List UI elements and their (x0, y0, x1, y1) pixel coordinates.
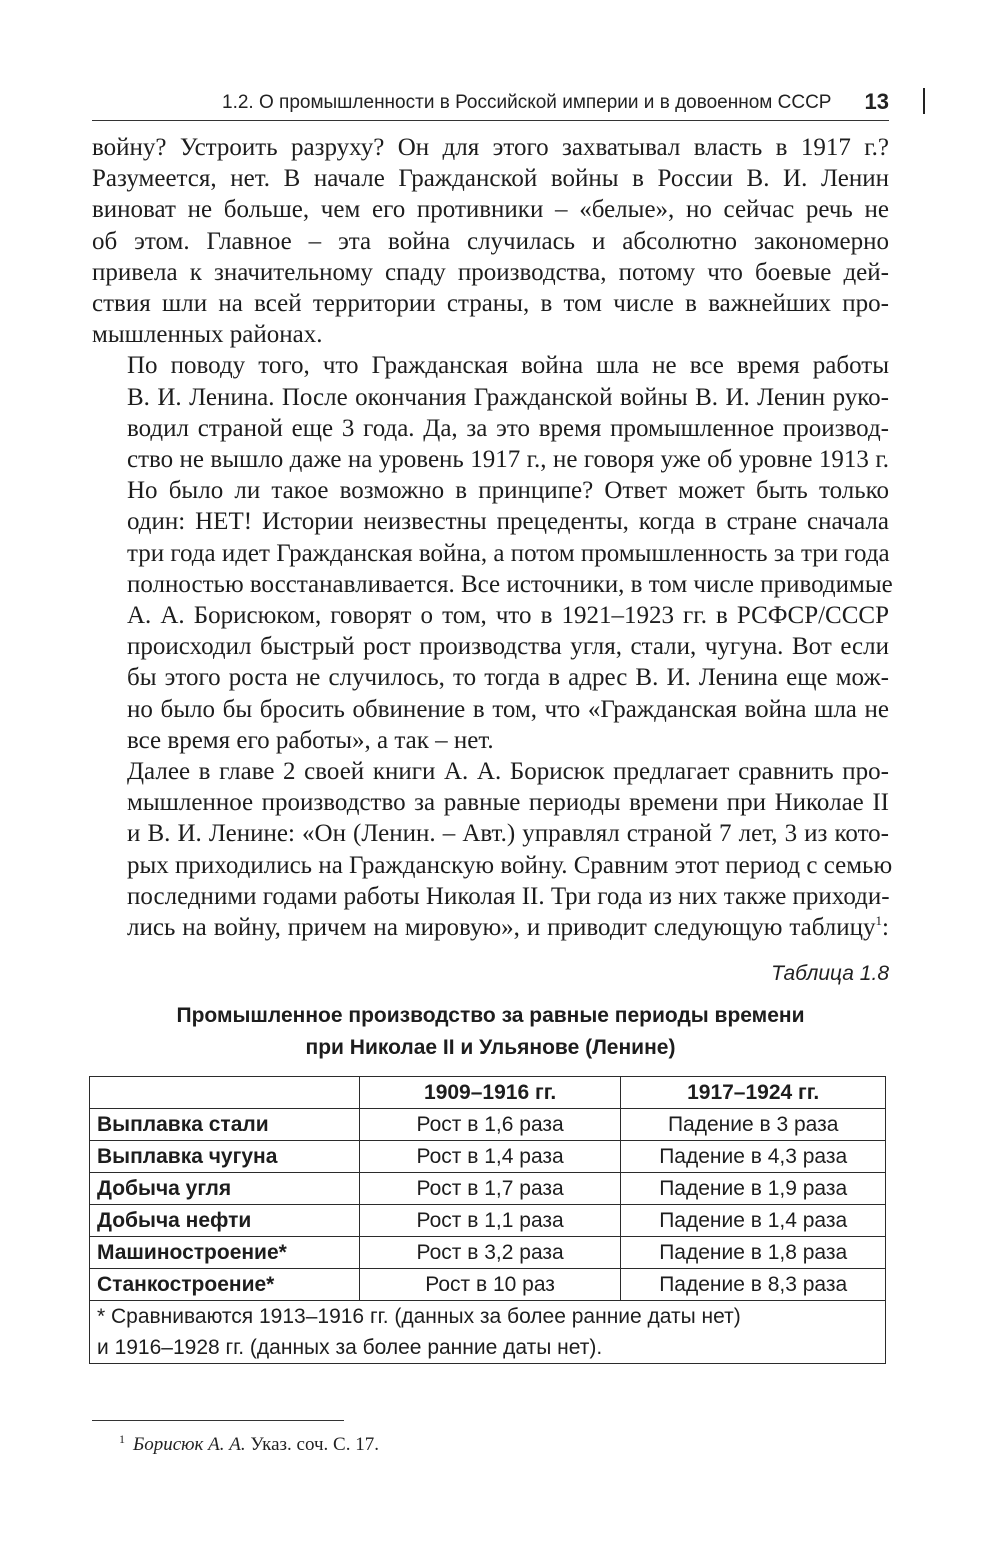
text-line: мышленных районах. (92, 321, 323, 349)
value-cell: Падение в 4,3 раза (621, 1141, 886, 1173)
page-number: 13 (864, 89, 889, 114)
text-line: виноват не больше, чем его противники – «белые», но сейчас речь не (92, 196, 889, 224)
table-header-row (90, 1077, 886, 1109)
table-row (90, 1173, 886, 1205)
value-cell: Рост в 1,7 раза (359, 1173, 621, 1205)
note-line: и 1916–1928 гг. (данных за более ранние даты нет). (97, 1336, 603, 1359)
production-table (89, 1076, 886, 1364)
table-row (90, 1269, 886, 1301)
text-line: один: НЕТ! Истории неизвестны прецеденты, когда в стране сначала (127, 508, 889, 536)
table-row (90, 1109, 886, 1141)
value-cell: Рост в 3,2 раза (359, 1237, 621, 1269)
paragraph-1 (92, 132, 889, 350)
table-row (90, 1205, 886, 1237)
header-rule (92, 120, 889, 121)
value-cell: Рост в 1,1 раза (359, 1205, 621, 1237)
value-cell: Падение в 8,3 раза (621, 1269, 886, 1301)
text-line: бы этого роста не случилось, то тогда в адрес В. И. Ленина еще мож- (127, 664, 889, 692)
text-line: водил страной еще 3 года. Да, за это время промышленное производ- (127, 414, 889, 442)
table-note-row (90, 1301, 886, 1364)
text-line: происходил быстрый рост производства угля, стали, чугуна. Вот если (127, 633, 889, 661)
row-label: Добыча угля (90, 1173, 360, 1205)
header-empty-cell (90, 1077, 360, 1109)
table-note (90, 1301, 886, 1364)
paragraph-2 (92, 350, 893, 756)
table-caption (92, 1000, 889, 1064)
section-title: 1.2. О промышленности в Российской империи и в довоенном СССР (222, 92, 832, 113)
text-line-with-footnote (92, 912, 889, 943)
value-cell: Падение в 3 раза (621, 1109, 886, 1141)
caption-line: Промышленное производство за равные периоды времени (176, 1004, 805, 1027)
text-line: Но было ли такое возможно в принципе? Ответ может быть только (127, 477, 889, 505)
footnote-author: Борисюк А. А. (133, 1434, 246, 1455)
text-line: рых приходились на Гражданскую войну. Сравним этот период с семью (127, 851, 893, 879)
value-cell: Падение в 1,8 раза (621, 1237, 886, 1269)
paragraph-3 (92, 756, 893, 943)
row-label: Выплавка чугуна (90, 1141, 360, 1173)
value-cell: Рост в 1,4 раза (359, 1141, 621, 1173)
value-cell: Падение в 1,9 раза (621, 1173, 886, 1205)
table-row (90, 1141, 886, 1173)
body-text (92, 132, 893, 943)
caption-line: при Николае II и Ульянове (Ленине) (305, 1036, 676, 1059)
text-line: полностью восстанавливается. Все источники, в том числе приводимые (127, 570, 893, 598)
header-period-1: 1909–1916 гг. (359, 1077, 621, 1109)
table-row (90, 1237, 886, 1269)
footnote-rule (92, 1420, 344, 1421)
text-line: все время его работы», а так – нет. (127, 726, 494, 754)
text-line: Разумеется, нет. В начале Гражданской войны в России В. И. Ленин (92, 165, 889, 193)
text-line: Далее в главе 2 своей книги А. А. Борисюк предлагает сравнить про- (127, 758, 889, 786)
text-line: мышленное производство за равные периоды времени при Николае II (127, 789, 889, 817)
row-label: Добыча нефти (90, 1205, 360, 1237)
footnote-mark: 1 (119, 1432, 125, 1446)
header-period-2: 1917–1924 гг. (621, 1077, 886, 1109)
footnote (119, 1434, 379, 1456)
line-tail: : (882, 914, 889, 942)
value-cell: Рост в 1,6 раза (359, 1109, 621, 1141)
text-line: ствия шли на всей территории страны, в том числе в важнейших про- (92, 290, 889, 318)
footnote-text: Указ. соч. С. 17. (250, 1434, 379, 1455)
row-label: Станкостроение* (90, 1269, 360, 1301)
text-line: лись на войну, причем на мировую», и приводит следующую таблицу (127, 914, 876, 942)
text-line: последними годами работы Николая II. Три года из них также приходи- (127, 882, 890, 910)
header-separator (923, 88, 925, 114)
footnote-ref[interactable]: 1 (875, 913, 883, 929)
running-header (92, 88, 889, 118)
value-cell: Рост в 10 раз (359, 1269, 621, 1301)
text-line: ство не вышло даже на уровень 1917 г., не говоря уже об уровне 1913 г. (127, 446, 889, 474)
text-line: три года идет Гражданская война, а потом промышленность за три года (127, 539, 890, 567)
note-line: * Сравниваются 1913–1916 гг. (данных за более ранние даты нет) (97, 1305, 741, 1328)
table-label: Таблица 1.8 (771, 962, 889, 985)
text-line: А. А. Борисюком, говорят о том, что в 1921–1923 гг. в РСФСР/СССР (127, 602, 889, 630)
row-label: Выплавка стали (90, 1109, 360, 1141)
text-line: В. И. Ленина. После окончания Гражданской войны В. И. Ленин руко- (127, 383, 889, 411)
row-label: Машиностроение* (90, 1237, 360, 1269)
text-line: войну? Устроить разруху? Он для этого захватывал власть в 1917 г.? (92, 134, 889, 161)
value-cell: Падение в 1,4 раза (621, 1205, 886, 1237)
text-line: но было бы бросить обвинение в том, что «Гражданская война шла не (127, 695, 889, 723)
text-line: По поводу того, что Гражданская война шла не все время работы (127, 352, 889, 380)
text-line: об этом. Главное – эта война случилась и абсолютно закономерно (92, 227, 889, 255)
text-line: привела к значительному спаду производства, потому что боевые дей- (92, 258, 889, 286)
text-line: и В. И. Ленине: «Он (Ленин. – Авт.) управлял страной 7 лет, 3 из кото- (127, 820, 889, 848)
